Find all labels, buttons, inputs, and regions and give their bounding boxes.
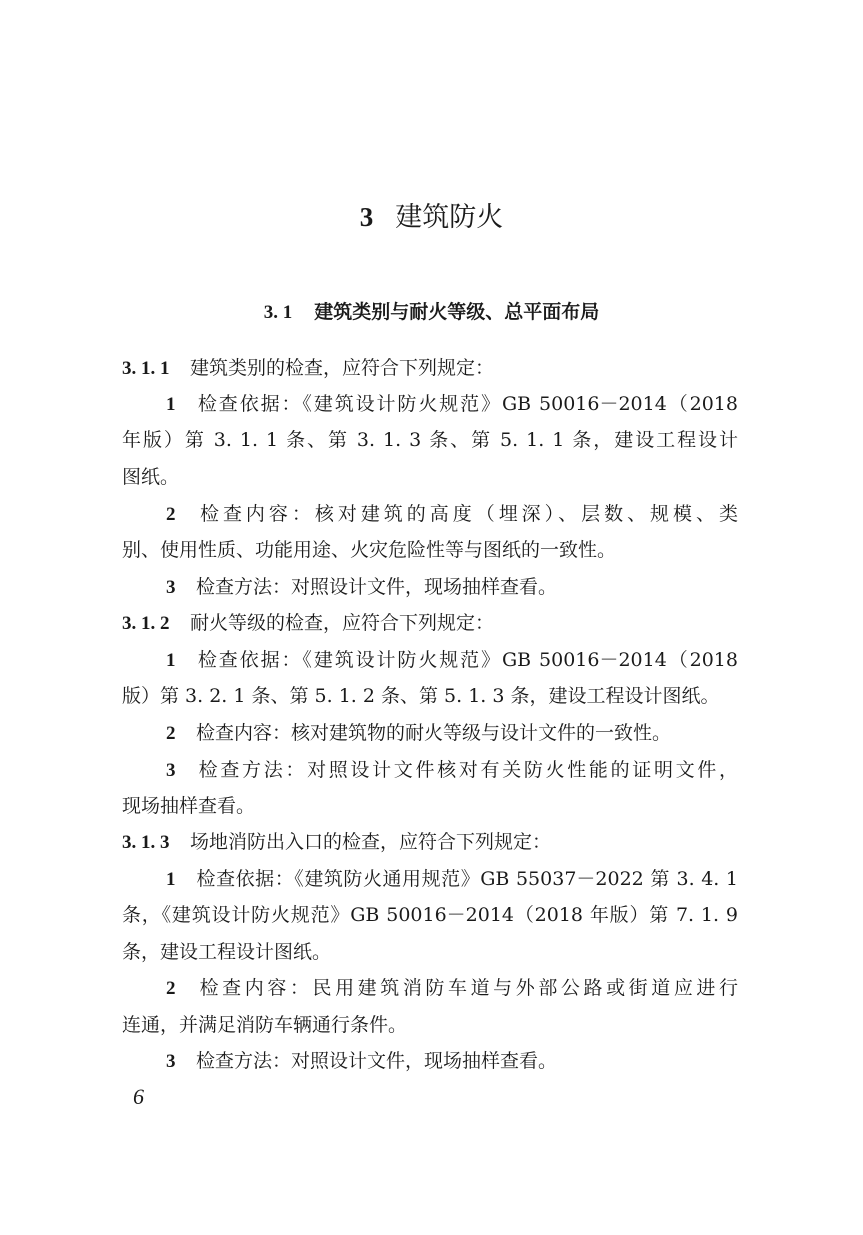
item-line: 连通，并满足消防车辆通行条件。 bbox=[122, 1014, 408, 1036]
item-text: 检查方法：对照设计文件，现场抽样查看。 bbox=[196, 576, 558, 598]
item-line bbox=[166, 755, 738, 785]
item-text: 检查依据：《建筑设计防火规范》GB 50016－2014（2018 bbox=[196, 393, 738, 415]
item-number: 2 bbox=[166, 723, 176, 744]
item-line bbox=[166, 645, 738, 675]
item-line bbox=[166, 499, 738, 529]
item-line bbox=[166, 973, 738, 1003]
clause-text: 耐火等级的检查，应符合下列规定： bbox=[190, 612, 495, 634]
section-title: 建筑类别与耐火等级、总平面布局 bbox=[314, 301, 600, 323]
item-line bbox=[166, 389, 738, 419]
section-heading bbox=[0, 298, 863, 327]
item-text: 检查内容：民用建筑消防车道与外部公路或街道应进行 bbox=[196, 977, 738, 999]
clause-number: 3. 1. 3 bbox=[122, 832, 170, 853]
chapter-title: 建筑防火 bbox=[395, 202, 504, 233]
item-number: 1 bbox=[166, 869, 176, 890]
clause-text: 场地消防出入口的检查，应符合下列规定： bbox=[190, 831, 552, 853]
item-number: 2 bbox=[166, 504, 176, 525]
clause-number: 3. 1. 1 bbox=[122, 358, 170, 379]
chapter-number: 3 bbox=[359, 202, 374, 232]
item-number: 2 bbox=[166, 978, 176, 999]
section-number: 3. 1 bbox=[263, 302, 293, 323]
item-line: 版）第 3. 2. 1 条、第 5. 1. 2 条、第 5. 1. 3 条，建设工程设计图纸。 bbox=[122, 685, 720, 707]
item-line: 图纸。 bbox=[122, 466, 180, 488]
item-line: 年版）第 3. 1. 1 条、第 3. 1. 3 条、第 5. 1. 1 条，建设工程设计 bbox=[122, 429, 738, 451]
item-number: 1 bbox=[166, 394, 176, 415]
item-number: 3 bbox=[166, 760, 176, 781]
item-line: 现场抽样查看。 bbox=[122, 795, 256, 817]
item-line bbox=[166, 718, 671, 748]
clause-heading bbox=[122, 353, 494, 383]
item-text: 检查方法：对照设计文件，现场抽样查看。 bbox=[196, 1050, 558, 1072]
item-text: 检查内容：核对建筑的高度（埋深）、层数、规模、类 bbox=[196, 503, 738, 525]
chapter-heading bbox=[0, 200, 863, 235]
item-text: 检查内容：核对建筑物的耐火等级与设计文件的一致性。 bbox=[196, 722, 672, 744]
item-line: 条，建设工程设计图纸。 bbox=[122, 941, 332, 963]
item-text: 检查依据：《建筑防火通用规范》GB 55037－2022 第 3. 4. 1 bbox=[196, 868, 738, 890]
item-number: 3 bbox=[166, 577, 176, 598]
item-line bbox=[166, 864, 738, 894]
page-number: 6 bbox=[133, 1084, 144, 1109]
item-line bbox=[166, 572, 557, 602]
item-number: 3 bbox=[166, 1051, 176, 1072]
item-line: 别、使用性质、功能用途、火灾危险性等与图纸的一致性。 bbox=[122, 539, 617, 561]
clause-heading bbox=[122, 827, 551, 857]
item-line: 条，《建筑设计防火规范》GB 50016－2014（2018 年版）第 7. 1. 9 bbox=[122, 904, 738, 926]
item-line bbox=[166, 1046, 557, 1076]
item-text: 检查方法：对照设计文件核对有关防火性能的证明文件， bbox=[196, 759, 738, 781]
item-number: 1 bbox=[166, 650, 176, 671]
clause-number: 3. 1. 2 bbox=[122, 613, 170, 634]
item-text: 检查依据：《建筑设计防火规范》GB 50016－2014（2018 bbox=[196, 649, 738, 671]
clause-heading bbox=[122, 608, 494, 638]
clause-text: 建筑类别的检查，应符合下列规定： bbox=[190, 357, 495, 379]
